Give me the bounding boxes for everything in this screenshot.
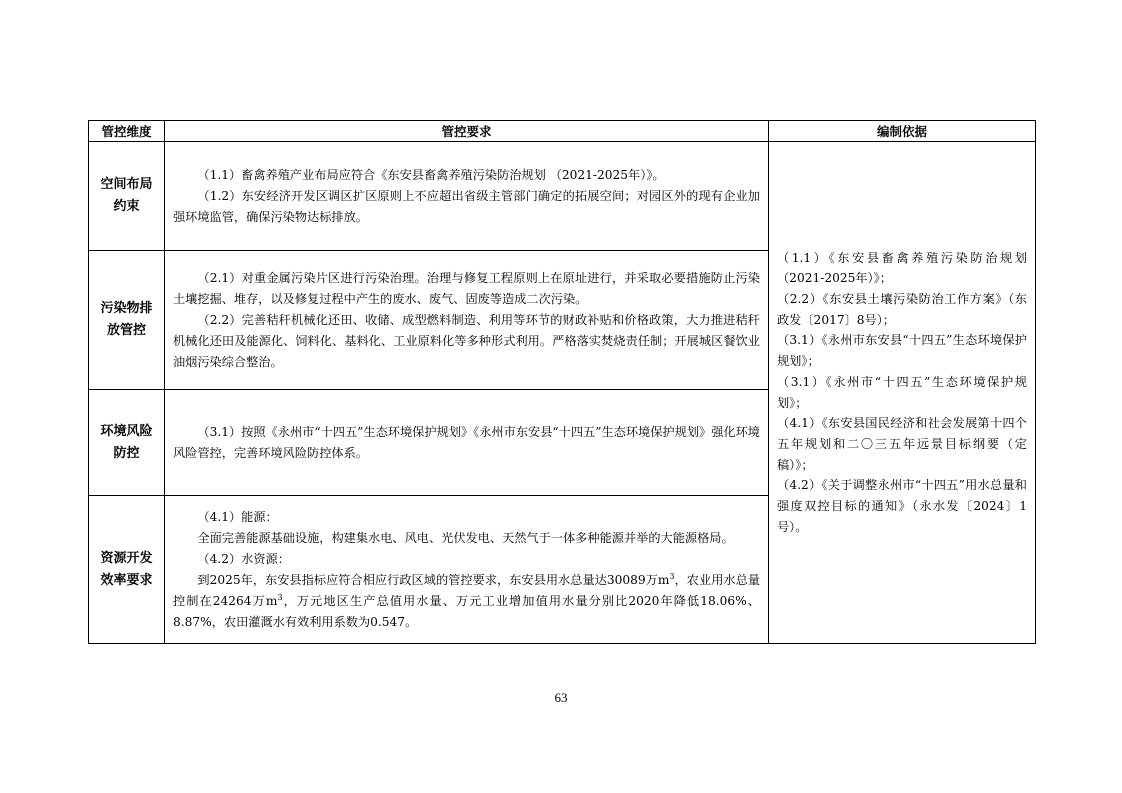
table-header-row: [89, 121, 1036, 142]
requirement-cell: [165, 496, 769, 644]
basis-item: （4.1）《东安县国民经济和社会发展第十四个五年规划和二〇三五年远景目标纲要（定稿）》；: [777, 416, 1027, 472]
requirement-paragraph: （3.1）按照《永州市“十四五”生态环境保护规划》《永州市东安县“十四五”生态环境保护规划》强化环境风险管控，完善环境风险防控体系。: [173, 424, 760, 460]
energy-title: （4.1）能源：: [197, 509, 278, 524]
dimension-line: 资源开发: [100, 550, 153, 566]
dimension-line: 防控: [113, 445, 140, 461]
requirement-paragraph: （2.1）对重金属污染片区进行污染治理。治理与修复工程原则上在原址进行，并采取必要措施防止污染土壤挖掘、堆存，以及修复过程中产生的废水、废气、固废等造成二次污染。: [173, 270, 760, 306]
dimension-line: 约束: [113, 199, 140, 214]
header-requirement: 管控要求: [165, 121, 769, 142]
page-number: 63: [554, 690, 568, 705]
energy-text: 全面完善能源基础设施，构建集水电、风电、光伏发电、天然气于一体多种能源并举的大能源格局。: [197, 530, 734, 545]
header-dimension: 管控维度: [89, 121, 165, 142]
basis-item: （3.1）《永州市“十四五”生态环境保护规划》；: [777, 374, 1027, 410]
header-basis: 编制依据: [769, 121, 1036, 142]
dimension-line: 环境风险: [100, 423, 153, 439]
dimension-cell: [89, 251, 165, 390]
requirement-cell: [165, 142, 769, 251]
table-row: [89, 142, 1036, 251]
requirement-paragraph: （2.2）完善秸秆机械化还田、收储、成型燃料制造、利用等环节的财政补贴和价格政策，大力推进秸秆机械化还田及能源化、饲料化、基料化、工业原料化等多种形式利用。严格落实焚烧责任制；开展城区餐饮业油烟污染综合整治。: [173, 312, 760, 369]
dimension-line: 放管控: [106, 323, 146, 338]
basis-item: （1.1）《东安县畜禽养殖污染防治规划（2021-2025年）》；: [777, 250, 1027, 286]
water-text-part: ，万元地区生产总值用水量、万元工业增加值用水量分别比2020年降低18.06%、8.87%，农田灌溉水有效利用系数为0.547。: [173, 593, 760, 629]
requirement-cell: [165, 251, 769, 390]
dimension-cell: [89, 142, 165, 251]
basis-cell: [769, 142, 1036, 644]
water-text-part: 到2025年，东安县指标应符合相应行政区域的管控要求，东安县用水总量达30089万m: [197, 572, 670, 587]
dimension-line: 空间布局: [100, 177, 153, 192]
water-text: [173, 570, 760, 633]
dimension-cell: [89, 496, 165, 644]
dimension-line: 污染物排: [100, 301, 153, 316]
requirement-paragraph: （1.1）畜禽养殖产业布局应符合《东安县畜禽养殖污染防治规划 （2021-2025年）》。: [197, 167, 665, 182]
requirement-cell: [165, 390, 769, 496]
water-text-part: ，农业用水总量控制在24264万m: [173, 572, 761, 608]
basis-item: （3.1）《永州市东安县“十四五”生态环境保护规划》；: [777, 333, 1027, 369]
dimension-line: 效率要求: [100, 572, 153, 588]
requirements-table: [88, 120, 1036, 644]
requirement-paragraph: （1.2）东安经济开发区调区扩区原则上不应超出省级主管部门确定的拓展空间；对园区外的现有企业加强环境监管，确保污染物达标排放。: [173, 188, 760, 224]
superscript-3: 3: [277, 592, 283, 602]
water-title: （4.2）水资源：: [197, 551, 290, 566]
basis-item: （4.2）《关于调整永州市“十四五”用水总量和强度双控目标的通知》（永水发〔2024〕1号）。: [777, 478, 1027, 534]
basis-item: （2.2）《东安县土壤污染防治工作方案》（东政发〔2017〕8号）；: [777, 291, 1027, 327]
superscript-3: 3: [669, 571, 675, 581]
dimension-cell: [89, 390, 165, 496]
